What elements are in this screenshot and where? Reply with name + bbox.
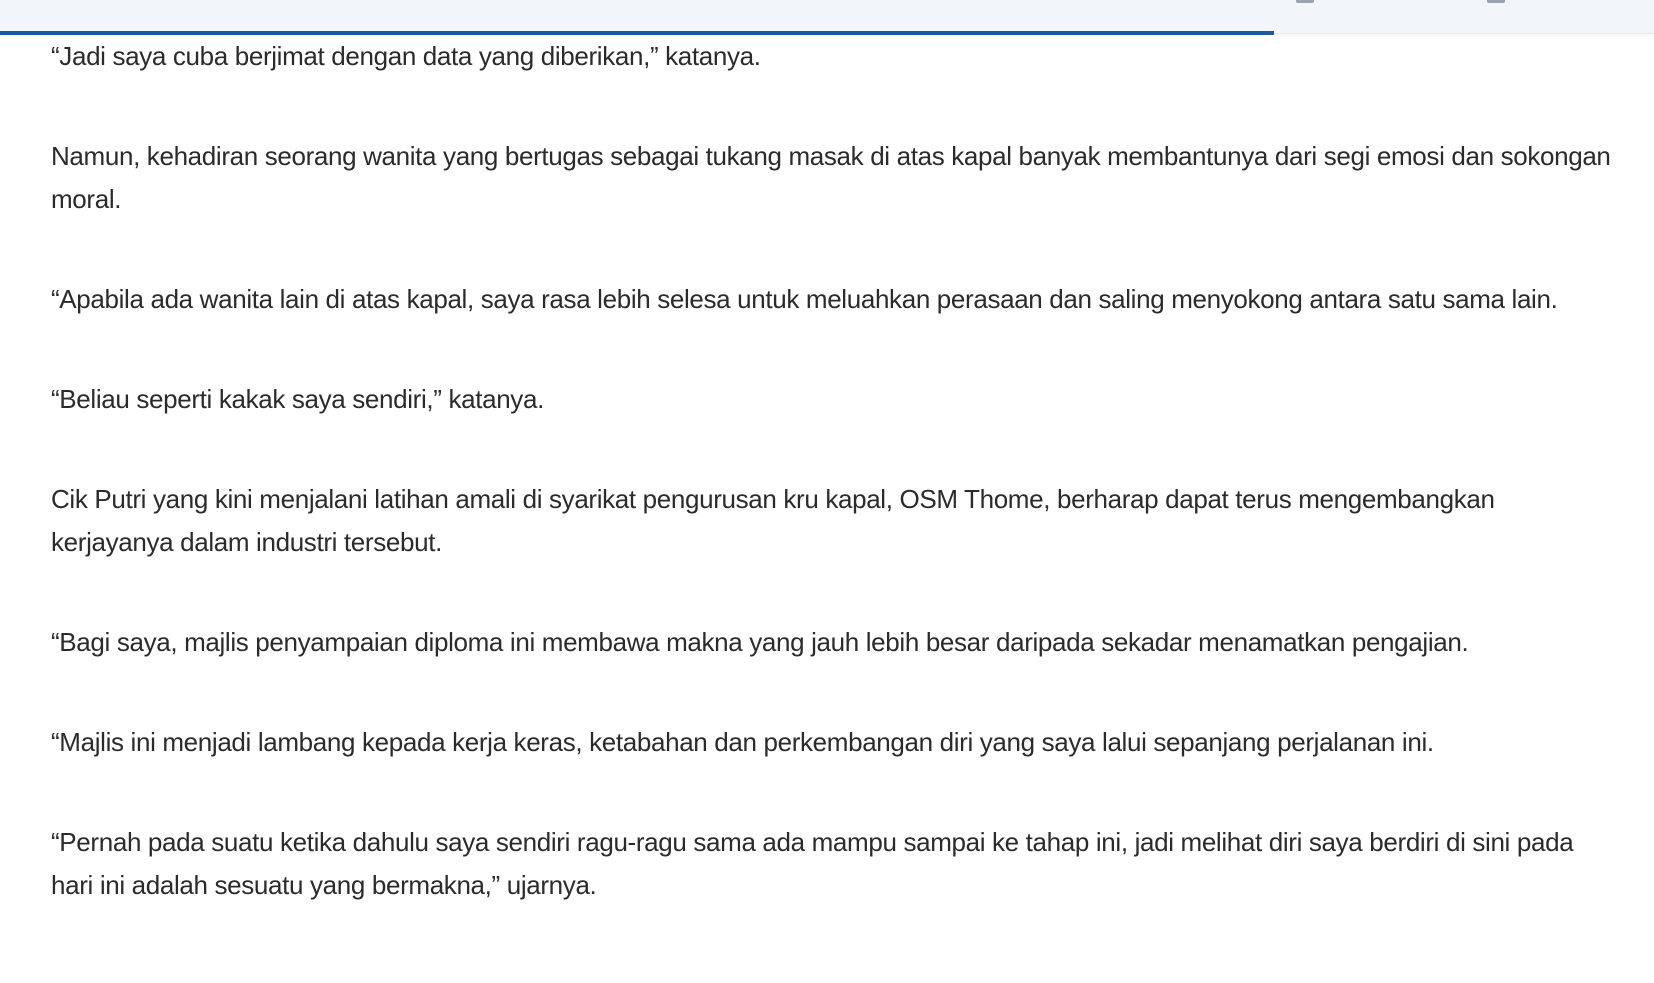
article-body: [51, 35, 1611, 964]
menu-icon[interactable]: [1487, 0, 1505, 3]
article-paragraph: “Apabila ada wanita lain di atas kapal, saya rasa lebih selesa untuk meluahkan perasaan dan saling menyokong antara satu sama lain.: [51, 284, 1558, 314]
article-paragraph: Cik Putri yang kini menjalani latihan amali di syarikat pengurusan kru kapal, OSM Thome, berharap dapat terus mengembangkan kerjayanya dalam industri tersebut.: [51, 484, 1495, 557]
article-paragraph: Namun, kehadiran seorang wanita yang bertugas sebagai tukang masak di atas kapal banyak membantunya dari segi emosi dan sokongan moral.: [51, 141, 1611, 214]
article-paragraph: “Bagi saya, majlis penyampaian diploma ini membawa makna yang jauh lebih besar daripada sekadar menamatkan pengajian.: [51, 627, 1469, 657]
article-paragraph: “Beliau seperti kakak saya sendiri,” katanya.: [51, 384, 544, 414]
bookmark-icon[interactable]: [1296, 0, 1314, 3]
article-paragraph: “Jadi saya cuba berjimat dengan data yang diberikan,” katanya.: [51, 41, 761, 71]
site-header-bar: [0, 0, 1654, 34]
article-paragraph: “Majlis ini menjadi lambang kepada kerja keras, ketabahan dan perkembangan diri yang saya lalui sepanjang perjalanan ini.: [51, 727, 1434, 757]
article-paragraph: “Pernah pada suatu ketika dahulu saya sendiri ragu-ragu sama ada mampu sampai ke tahap ini, jadi melihat diri saya berdiri di sini pada hari ini adalah sesuatu yang bermakna,” ujarnya.: [51, 827, 1574, 900]
